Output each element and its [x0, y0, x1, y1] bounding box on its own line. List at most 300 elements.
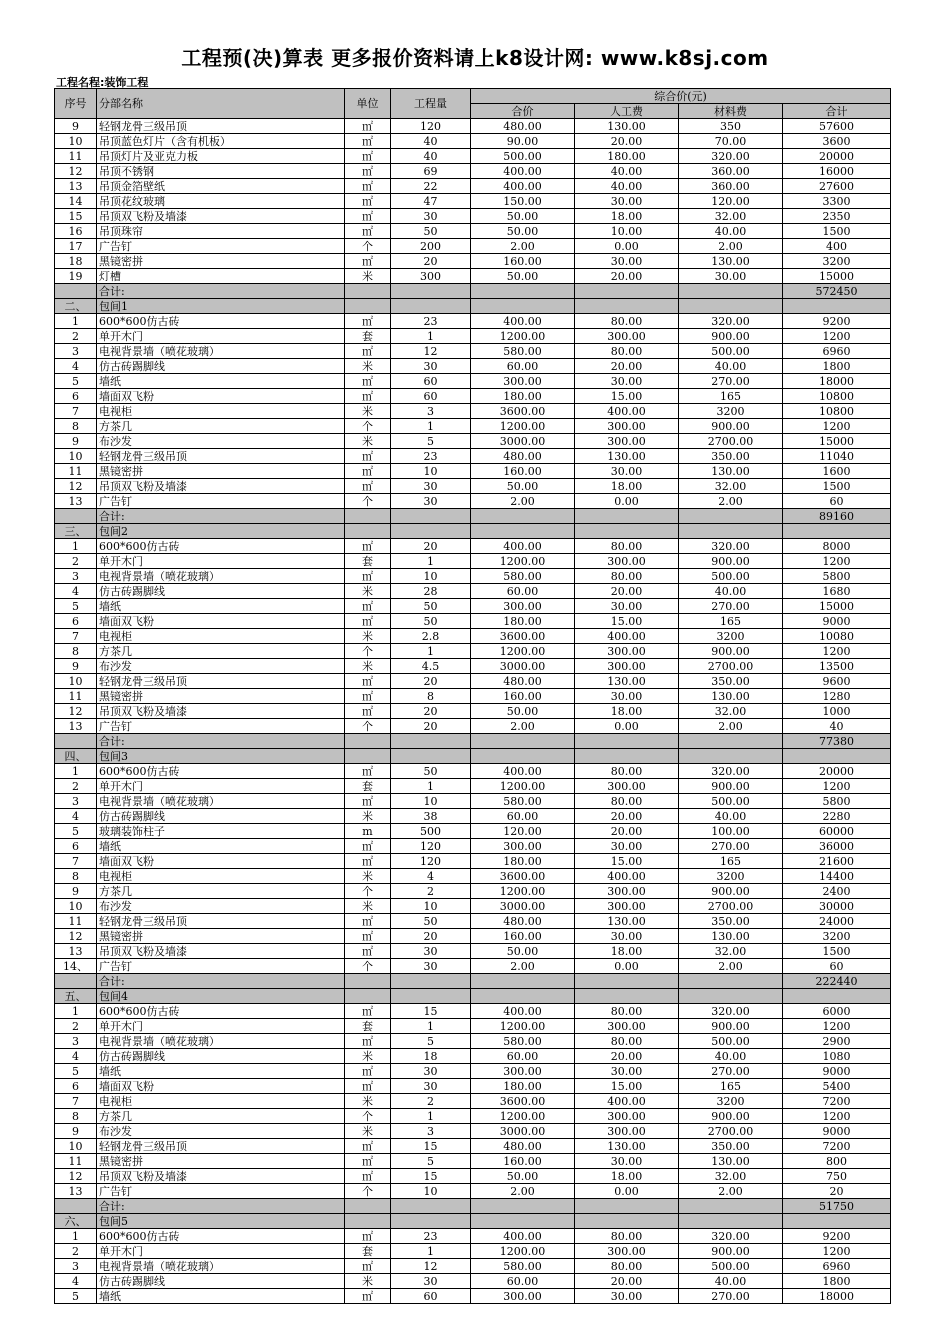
row-qty: 28 — [391, 584, 471, 599]
row-no: 10 — [55, 134, 97, 149]
row-unit: ㎡ — [345, 674, 391, 689]
row-labor: 300.00 — [575, 1124, 679, 1139]
row-labor: 30.00 — [575, 1154, 679, 1169]
row-labor: 80.00 — [575, 794, 679, 809]
row-no: 8 — [55, 644, 97, 659]
row-no: 13 — [55, 719, 97, 734]
row-labor: 400.00 — [575, 1094, 679, 1109]
row-qty: 20 — [391, 719, 471, 734]
row-material: 3200 — [679, 869, 783, 884]
row-material: 165 — [679, 854, 783, 869]
row-no: 16 — [55, 224, 97, 239]
row-qty: 30 — [391, 1064, 471, 1079]
row-labor: 400.00 — [575, 404, 679, 419]
row-labor: 300.00 — [575, 1019, 679, 1034]
row-total: 6960 — [783, 344, 891, 359]
row-total: 60 — [783, 494, 891, 509]
row-total: 1680 — [783, 584, 891, 599]
row-qty: 69 — [391, 164, 471, 179]
table-row — [55, 764, 891, 779]
row-price: 300.00 — [471, 839, 575, 854]
row-unit: ㎡ — [345, 929, 391, 944]
row-labor: 300.00 — [575, 899, 679, 914]
row-total: 51750 — [783, 1199, 891, 1214]
row-name: 600*600仿古砖 — [97, 539, 345, 554]
row-material: 2.00 — [679, 959, 783, 974]
row-qty: 30 — [391, 1274, 471, 1289]
row-no: 2 — [55, 1244, 97, 1259]
table-row — [55, 239, 891, 254]
table-row — [55, 404, 891, 419]
row-name: 电视背景墙（喷花玻璃） — [97, 1259, 345, 1274]
row-material — [679, 974, 783, 989]
subtotal-row — [55, 284, 891, 299]
row-no — [55, 1199, 97, 1214]
row-name: 包间3 — [97, 749, 345, 764]
row-no: 11 — [55, 1154, 97, 1169]
row-price: 160.00 — [471, 254, 575, 269]
row-material: 40.00 — [679, 809, 783, 824]
row-labor: 0.00 — [575, 719, 679, 734]
table-row — [55, 329, 891, 344]
row-total: 10800 — [783, 389, 891, 404]
row-price: 180.00 — [471, 854, 575, 869]
row-no: 14、 — [55, 959, 97, 974]
row-labor: 30.00 — [575, 839, 679, 854]
row-name: 广告钉 — [97, 1184, 345, 1199]
row-price: 1200.00 — [471, 644, 575, 659]
row-material: 500.00 — [679, 1034, 783, 1049]
row-qty: 10 — [391, 569, 471, 584]
row-unit: ㎡ — [345, 179, 391, 194]
row-price: 160.00 — [471, 929, 575, 944]
row-labor: 130.00 — [575, 674, 679, 689]
row-price — [471, 1214, 575, 1229]
row-qty: 12 — [391, 1259, 471, 1274]
row-material: 500.00 — [679, 569, 783, 584]
row-no: 10 — [55, 674, 97, 689]
row-price: 580.00 — [471, 794, 575, 809]
table-row — [55, 1184, 891, 1199]
row-no: 1 — [55, 764, 97, 779]
row-price — [471, 734, 575, 749]
row-no: 12 — [55, 704, 97, 719]
row-qty: 50 — [391, 614, 471, 629]
row-material: 40.00 — [679, 584, 783, 599]
row-price: 160.00 — [471, 464, 575, 479]
row-labor: 0.00 — [575, 1184, 679, 1199]
row-name: 包间4 — [97, 989, 345, 1004]
row-price: 400.00 — [471, 539, 575, 554]
row-labor — [575, 299, 679, 314]
row-unit: ㎡ — [345, 1139, 391, 1154]
row-unit: ㎡ — [345, 1064, 391, 1079]
table-row — [55, 1004, 891, 1019]
table-body — [55, 119, 891, 1304]
row-no: 13 — [55, 179, 97, 194]
row-unit: ㎡ — [345, 119, 391, 134]
row-qty: 23 — [391, 314, 471, 329]
row-total: 1200 — [783, 554, 891, 569]
row-material: 32.00 — [679, 1169, 783, 1184]
row-unit: ㎡ — [345, 374, 391, 389]
row-material: 320.00 — [679, 149, 783, 164]
row-price: 580.00 — [471, 1259, 575, 1274]
row-qty: 1 — [391, 554, 471, 569]
row-no: 3 — [55, 344, 97, 359]
row-material — [679, 509, 783, 524]
row-qty: 20 — [391, 929, 471, 944]
row-material: 500.00 — [679, 1259, 783, 1274]
row-name: 轻钢龙骨三级吊顶 — [97, 1139, 345, 1154]
project-name: 工程名程:装饰工程 — [56, 76, 149, 89]
row-price: 2.00 — [471, 239, 575, 254]
row-material: 40.00 — [679, 1274, 783, 1289]
header-labor: 人工费 — [575, 104, 679, 119]
row-name: 广告钉 — [97, 494, 345, 509]
row-labor: 20.00 — [575, 584, 679, 599]
row-material: 3200 — [679, 404, 783, 419]
row-material — [679, 1214, 783, 1229]
row-name: 电视柜 — [97, 404, 345, 419]
row-labor: 0.00 — [575, 494, 679, 509]
row-qty — [391, 989, 471, 1004]
header-unit-price: 合价 — [471, 104, 575, 119]
row-unit: ㎡ — [345, 539, 391, 554]
row-total: 1200 — [783, 644, 891, 659]
row-qty — [391, 524, 471, 539]
row-no: 12 — [55, 1169, 97, 1184]
row-labor: 30.00 — [575, 599, 679, 614]
table-row — [55, 449, 891, 464]
row-qty: 1 — [391, 1019, 471, 1034]
header-total: 合计 — [783, 104, 891, 119]
row-total: 1200 — [783, 779, 891, 794]
row-qty: 1 — [391, 419, 471, 434]
row-price: 60.00 — [471, 1049, 575, 1064]
row-qty: 1 — [391, 329, 471, 344]
row-qty: 3 — [391, 1124, 471, 1139]
row-no: 8 — [55, 1109, 97, 1124]
row-material: 130.00 — [679, 929, 783, 944]
table-row — [55, 809, 891, 824]
row-name: 600*600仿古砖 — [97, 314, 345, 329]
row-unit: ㎡ — [345, 764, 391, 779]
row-unit: ㎡ — [345, 194, 391, 209]
row-qty: 2 — [391, 1094, 471, 1109]
row-price: 1200.00 — [471, 1019, 575, 1034]
row-labor: 130.00 — [575, 449, 679, 464]
row-unit — [345, 524, 391, 539]
row-unit: 米 — [345, 659, 391, 674]
row-name: 包间5 — [97, 1214, 345, 1229]
table-row — [55, 944, 891, 959]
table-row — [55, 539, 891, 554]
table-row — [55, 134, 891, 149]
row-unit: ㎡ — [345, 1289, 391, 1304]
row-name: 墙纸 — [97, 1289, 345, 1304]
row-name: 单开木门 — [97, 1019, 345, 1034]
row-no: 4 — [55, 359, 97, 374]
row-price: 1200.00 — [471, 554, 575, 569]
row-name: 方茶几 — [97, 884, 345, 899]
row-price: 480.00 — [471, 914, 575, 929]
row-name: 仿古砖踢脚线 — [97, 1274, 345, 1289]
row-unit: ㎡ — [345, 449, 391, 464]
row-qty — [391, 974, 471, 989]
table-row — [55, 434, 891, 449]
row-material: 900.00 — [679, 644, 783, 659]
row-name: 吊顶双飞粉及墙漆 — [97, 479, 345, 494]
row-price: 1200.00 — [471, 884, 575, 899]
row-no: 10 — [55, 449, 97, 464]
row-price: 1200.00 — [471, 419, 575, 434]
table-row — [55, 569, 891, 584]
row-labor: 18.00 — [575, 1169, 679, 1184]
row-no: 5 — [55, 374, 97, 389]
row-material: 32.00 — [679, 479, 783, 494]
row-material: 32.00 — [679, 209, 783, 224]
row-name: 布沙发 — [97, 434, 345, 449]
row-qty: 60 — [391, 374, 471, 389]
row-material: 900.00 — [679, 884, 783, 899]
row-price: 580.00 — [471, 1034, 575, 1049]
row-unit: 个 — [345, 1184, 391, 1199]
row-no: 10 — [55, 1139, 97, 1154]
row-unit: ㎡ — [345, 569, 391, 584]
row-total: 1200 — [783, 419, 891, 434]
row-price: 3000.00 — [471, 1124, 575, 1139]
row-no: 9 — [55, 434, 97, 449]
row-qty: 22 — [391, 179, 471, 194]
row-price: 1200.00 — [471, 779, 575, 794]
row-name: 吊顶双飞粉及墙漆 — [97, 1169, 345, 1184]
table-row — [55, 1109, 891, 1124]
row-name: 合计: — [97, 974, 345, 989]
row-price: 2.00 — [471, 1184, 575, 1199]
row-qty: 40 — [391, 149, 471, 164]
row-material: 165 — [679, 1079, 783, 1094]
row-no: 二、 — [55, 299, 97, 314]
section-row — [55, 299, 891, 314]
row-no: 13 — [55, 944, 97, 959]
row-no: 18 — [55, 254, 97, 269]
row-unit: 米 — [345, 359, 391, 374]
row-total: 20000 — [783, 764, 891, 779]
row-material: 900.00 — [679, 779, 783, 794]
row-total: 20 — [783, 1184, 891, 1199]
row-name: 600*600仿古砖 — [97, 764, 345, 779]
row-no: 5 — [55, 599, 97, 614]
row-qty — [391, 509, 471, 524]
row-total: 36000 — [783, 839, 891, 854]
row-name: 合计: — [97, 734, 345, 749]
row-material: 900.00 — [679, 329, 783, 344]
row-name: 电视柜 — [97, 629, 345, 644]
row-qty: 10 — [391, 464, 471, 479]
row-unit: ㎡ — [345, 464, 391, 479]
row-price — [471, 974, 575, 989]
row-price: 400.00 — [471, 314, 575, 329]
row-unit: ㎡ — [345, 389, 391, 404]
row-no: 17 — [55, 239, 97, 254]
row-unit — [345, 1199, 391, 1214]
row-price: 150.00 — [471, 194, 575, 209]
row-no: 4 — [55, 584, 97, 599]
row-price: 90.00 — [471, 134, 575, 149]
table-row — [55, 869, 891, 884]
row-no: 7 — [55, 404, 97, 419]
header-material: 材料费 — [679, 104, 783, 119]
row-total: 10800 — [783, 404, 891, 419]
row-no: 11 — [55, 149, 97, 164]
row-no: 2 — [55, 779, 97, 794]
row-no: 7 — [55, 629, 97, 644]
row-qty — [391, 1199, 471, 1214]
row-qty: 10 — [391, 1184, 471, 1199]
row-name: 吊顶珠帘 — [97, 224, 345, 239]
row-total: 57600 — [783, 119, 891, 134]
table-row — [55, 479, 891, 494]
table-row — [55, 899, 891, 914]
row-price: 180.00 — [471, 389, 575, 404]
row-unit: ㎡ — [345, 794, 391, 809]
row-total: 5800 — [783, 794, 891, 809]
row-material: 2.00 — [679, 1184, 783, 1199]
row-name: 合计: — [97, 284, 345, 299]
row-name: 电视背景墙（喷花玻璃） — [97, 794, 345, 809]
row-price: 3000.00 — [471, 899, 575, 914]
row-unit: 套 — [345, 1244, 391, 1259]
row-material: 350.00 — [679, 449, 783, 464]
row-unit: 米 — [345, 1274, 391, 1289]
row-no: 6 — [55, 839, 97, 854]
row-no: 10 — [55, 899, 97, 914]
row-no: 4 — [55, 1049, 97, 1064]
row-price: 3600.00 — [471, 1094, 575, 1109]
row-no: 13 — [55, 1184, 97, 1199]
row-total: 40 — [783, 719, 891, 734]
row-material: 270.00 — [679, 1289, 783, 1304]
row-unit: ㎡ — [345, 224, 391, 239]
row-material: 500.00 — [679, 344, 783, 359]
row-price: 480.00 — [471, 449, 575, 464]
row-labor: 130.00 — [575, 914, 679, 929]
row-total: 24000 — [783, 914, 891, 929]
row-name: 轻钢龙骨三级吊顶 — [97, 674, 345, 689]
row-material: 165 — [679, 389, 783, 404]
subtotal-row — [55, 509, 891, 524]
row-total: 1200 — [783, 1109, 891, 1124]
row-total: 1280 — [783, 689, 891, 704]
row-qty: 60 — [391, 389, 471, 404]
row-material: 40.00 — [679, 1049, 783, 1064]
row-labor: 15.00 — [575, 614, 679, 629]
row-material: 40.00 — [679, 359, 783, 374]
row-labor — [575, 284, 679, 299]
row-unit: ㎡ — [345, 914, 391, 929]
row-name: 布沙发 — [97, 899, 345, 914]
row-name: 墙纸 — [97, 1064, 345, 1079]
row-unit — [345, 734, 391, 749]
row-material: 900.00 — [679, 554, 783, 569]
header-name: 分部名称 — [97, 89, 345, 119]
table-row — [55, 644, 891, 659]
row-labor: 0.00 — [575, 959, 679, 974]
row-qty: 38 — [391, 809, 471, 824]
row-price: 180.00 — [471, 1079, 575, 1094]
row-total: 27600 — [783, 179, 891, 194]
row-labor: 180.00 — [575, 149, 679, 164]
row-labor: 20.00 — [575, 1274, 679, 1289]
table-row — [55, 1124, 891, 1139]
row-qty — [391, 734, 471, 749]
table-row — [55, 1289, 891, 1304]
row-price: 3600.00 — [471, 404, 575, 419]
row-no: 12 — [55, 479, 97, 494]
row-name: 合计: — [97, 509, 345, 524]
row-no: 1 — [55, 539, 97, 554]
row-no: 8 — [55, 869, 97, 884]
row-qty: 500 — [391, 824, 471, 839]
row-name: 600*600仿古砖 — [97, 1004, 345, 1019]
row-total: 1080 — [783, 1049, 891, 1064]
table-row — [55, 1229, 891, 1244]
row-total: 3200 — [783, 254, 891, 269]
row-total: 10080 — [783, 629, 891, 644]
row-material: 360.00 — [679, 179, 783, 194]
row-material — [679, 1199, 783, 1214]
row-name: 轻钢龙骨三级吊顶 — [97, 914, 345, 929]
table-row — [55, 1079, 891, 1094]
row-unit: 个 — [345, 884, 391, 899]
row-name: 吊顶双飞粉及墙漆 — [97, 209, 345, 224]
row-unit: 米 — [345, 1049, 391, 1064]
row-material: 2700.00 — [679, 434, 783, 449]
row-qty: 300 — [391, 269, 471, 284]
row-labor: 80.00 — [575, 314, 679, 329]
row-total — [783, 299, 891, 314]
row-name: 包间1 — [97, 299, 345, 314]
row-total: 5400 — [783, 1079, 891, 1094]
row-labor: 80.00 — [575, 1259, 679, 1274]
table-row — [55, 674, 891, 689]
table-row — [55, 359, 891, 374]
row-material: 900.00 — [679, 1109, 783, 1124]
row-total: 9000 — [783, 614, 891, 629]
row-name: 广告钉 — [97, 239, 345, 254]
row-labor — [575, 1199, 679, 1214]
row-price: 3600.00 — [471, 869, 575, 884]
row-name: 仿古砖踢脚线 — [97, 359, 345, 374]
row-qty: 50 — [391, 599, 471, 614]
row-labor: 40.00 — [575, 179, 679, 194]
table-row — [55, 824, 891, 839]
row-unit: 个 — [345, 1109, 391, 1124]
row-material — [679, 524, 783, 539]
row-material: 40.00 — [679, 224, 783, 239]
row-labor: 300.00 — [575, 659, 679, 674]
row-name: 墙纸 — [97, 374, 345, 389]
row-price — [471, 284, 575, 299]
row-no: 6 — [55, 389, 97, 404]
row-qty: 200 — [391, 239, 471, 254]
row-unit: 米 — [345, 434, 391, 449]
row-labor: 400.00 — [575, 629, 679, 644]
row-labor — [575, 734, 679, 749]
row-material: 130.00 — [679, 1154, 783, 1169]
row-qty: 15 — [391, 1004, 471, 1019]
